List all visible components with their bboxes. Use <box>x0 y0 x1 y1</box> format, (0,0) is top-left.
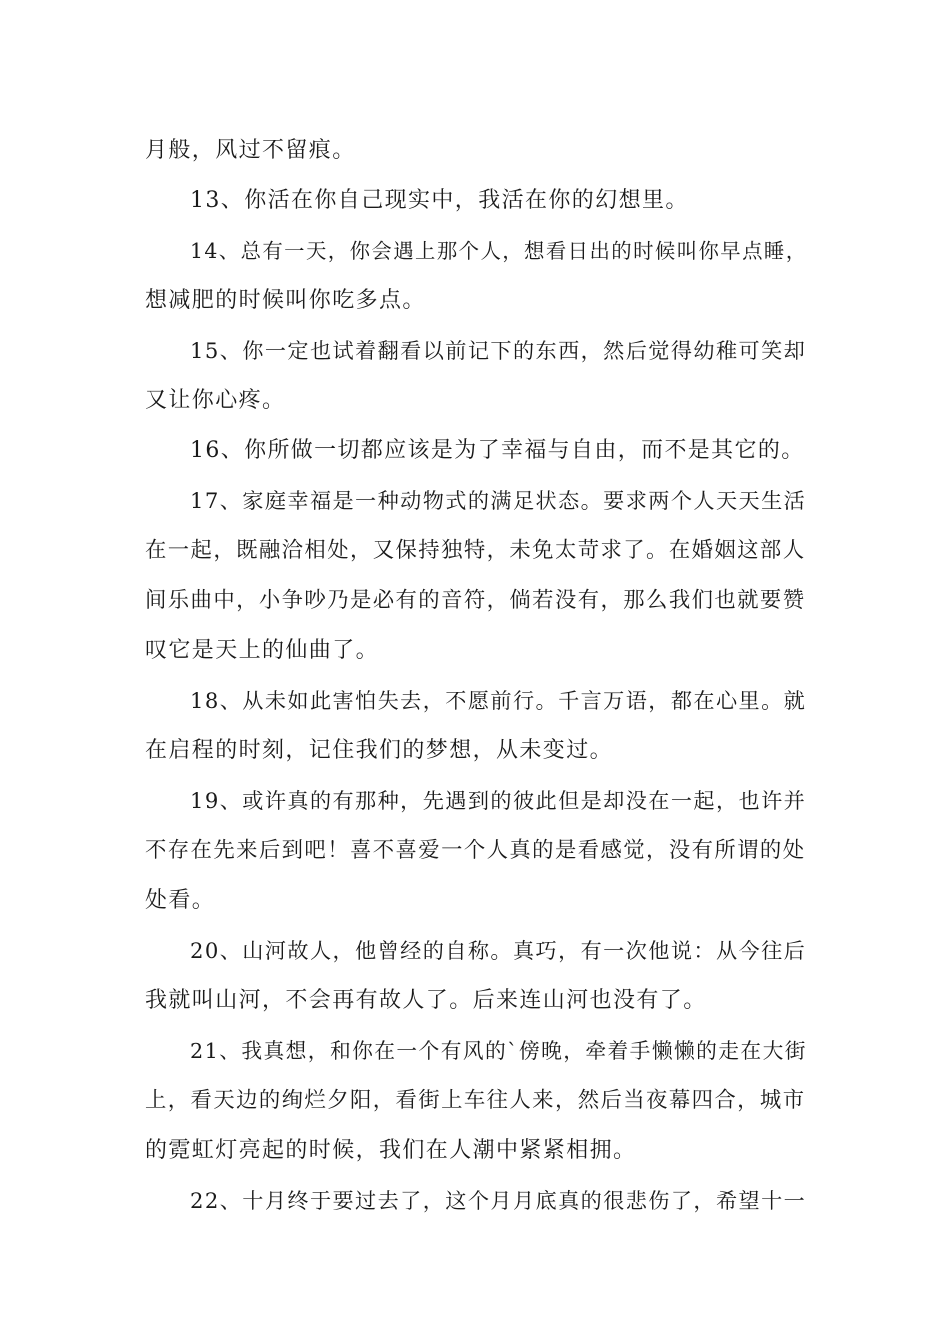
text-line: 13、你活在你自己现实中，我活在你的幻想里。 <box>190 188 689 213</box>
text-line: 19、或许真的有那种，先遇到的彼此但是却没在一起，也许并 <box>190 788 807 813</box>
text-line: 又让你心疼。 <box>145 388 286 413</box>
text-line: 22、十月终于要过去了，这个月月底真的很悲伤了，希望十一 <box>190 1188 807 1213</box>
text-line: 20、山河故人，他曾经的自称。真巧，有一次他说：从今往后 <box>190 938 807 963</box>
text-line: 我就叫山河，不会再有故人了。后来连山河也没有了。 <box>145 988 707 1013</box>
text-line: 处看。 <box>145 888 216 913</box>
text-line: 不存在先来后到吧！喜不喜爱一个人真的是看感觉，没有所谓的处 <box>145 838 806 863</box>
text-line: 上，看天边的绚烂夕阳，看街上车往人来，然后当夜幕四合，城市 <box>145 1088 806 1113</box>
text-line: 间乐曲中，小争吵乃是必有的音符，倘若没有，那么我们也就要赞 <box>145 588 806 613</box>
text-line: 月般，风过不留痕。 <box>145 138 356 163</box>
text-line: 14、总有一天，你会遇上那个人，想看日出的时候叫你早点睡， <box>190 239 808 263</box>
text-line: 18、从未如此害怕失去，不愿前行。千言万语，都在心里。就 <box>190 688 807 713</box>
text-line: 在一起，既融洽相处，又保持独特，未免太苛求了。在婚姻这部人 <box>145 538 806 563</box>
text-line: 的霓虹灯亮起的时候，我们在人潮中紧紧相拥。 <box>145 1138 637 1163</box>
text-line: 想减肥的时候叫你吃多点。 <box>145 288 426 313</box>
text-line: 16、你所做一切都应该是为了幸福与自由，而不是其它的。 <box>190 438 805 463</box>
text-line: 21、我真想，和你在一个有风的`傍晚，牵着手懒懒的走在大街 <box>190 1039 807 1063</box>
text-line: 17、家庭幸福是一种动物式的满足状态。要求两个人天天生活 <box>190 488 807 513</box>
text-line: 15、你一定也试着翻看以前记下的东西，然后觉得幼稚可笑却 <box>190 338 807 363</box>
text-line: 在启程的时刻，记住我们的梦想，从未变过。 <box>145 738 614 763</box>
text-line: 叹它是天上的仙曲了。 <box>145 638 380 663</box>
